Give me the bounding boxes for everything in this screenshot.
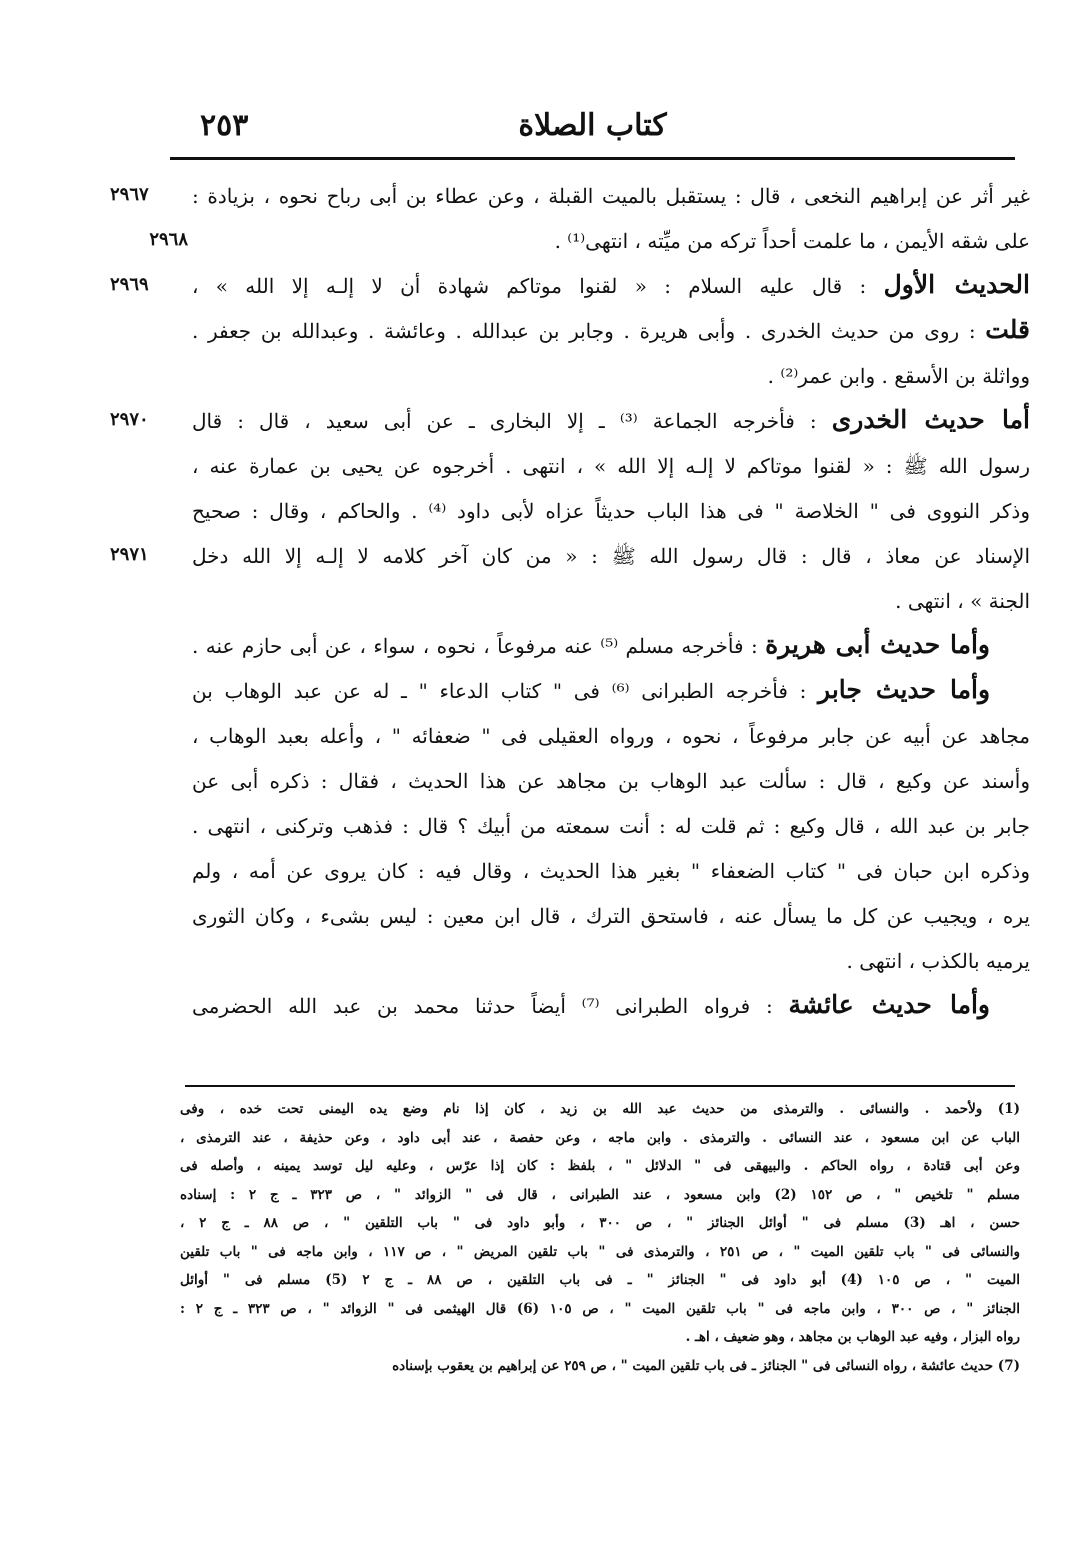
text-line: الإسناد عن معاذ ، قال : قال رسول الله ﷺ : « من كان آخر كلامه لا إلـه إلا الله دخل ٢٩٧١ — [110, 532, 1030, 577]
hadith-number: ٢٩٦٩ — [110, 274, 149, 295]
footnote-line: وعن أبى قتادة ، رواه الحاكم . والبيهقى فى " الدلائل " ، بلفظ : كان إذا عرّس ، وعليه ليل توسد يمينه ، وأصله فى — [180, 1158, 1020, 1174]
footnote-line: (7) حديث عائشة ، رواه النسائى فى " الجنائز ـ فى باب تلقين الميت " ، ص ٢٥٩ عن إبراهيم بن يعقوب بإسناده — [392, 1357, 1020, 1374]
header-rule — [170, 157, 1015, 160]
footnote-line: الميت " ، ص ١٠٥ (4) أبو داود فى " الجنائز " ـ فى باب التلقين ، ص ٨٨ ـ ج ٢ (5) مسلم فى " أوائل — [180, 1272, 1020, 1288]
main-text — [110, 172, 1030, 1027]
hadith-number: ٢٩٦٧ — [110, 184, 149, 205]
footnote-line: رواه البزار ، وفيه عبد الوهاب بن مجاهد ، وهو ضعيف ، اهـ . — [685, 1329, 1020, 1345]
text-line: وذكر النووى فى " الخلاصة " فى هذا الباب حديثاً عزاه لأبى داود ⁽⁴⁾ . والحاكم ، وقال : صحيح — [192, 499, 1030, 523]
footnote-line: الجنائز " ، ص ٣٠٠ ، وابن ماجه فى " باب تلقين الميت " ، ص ١٠٥ (6) قال الهيثمى فى " الزوائد " ، ص ٣٢٣ ـ ج ٢ : — [180, 1300, 1020, 1317]
hadith-number: ٢٩٦٨ — [149, 229, 188, 250]
text-line: أما حديث الخدرى : فأخرجه الجماعة ⁽³⁾ ـ إلا البخارى ـ عن أبى سعيد ، قال : قال ٢٩٧٠ — [110, 397, 1030, 442]
text-line: وذكره ابن حبان فى " كتاب الضعفاء " بغير هذا الحديث ، وقال فيه : كان يروى عن أمه ، ولم — [192, 859, 1030, 883]
text-line: يره ، ويجيب عن كل ما يسأل عنه ، فاستحق الترك ، قال ابن معين : ليس بشىء ، وكان الثورى — [192, 904, 1030, 928]
footnote-line: الباب عن ابن مسعود ، عند النسائى . والترمذى . وابن ماجه ، وعن حفصة ، عند أبى داود ، وعن حذيفة ، عند الترمذى ، — [180, 1129, 1020, 1146]
footnote-rule — [185, 1085, 1015, 1087]
hadith-number: ٢٩٧١ — [110, 544, 149, 565]
text-line: وواثلة بن الأسقع . وابن عمر⁽²⁾ . — [767, 364, 1030, 388]
text-line: وأما حديث جابر : فأخرجه الطبرانى ⁽⁶⁾ فى " كتاب الدعاء " ـ له عن عبد الوهاب بن — [192, 675, 991, 704]
text-line: قلت : روى من حديث الخدرى . وأبى هريرة . وجابر بن عبدالله . وعائشة . وعبدالله بن جعفر . — [192, 315, 1030, 344]
text-line: غير أثر عن إبراهيم النخعى ، قال : يستقبل بالميت القبلة ، وعن عطاء بن أبى رباح نحوه ، بزيادة : ٢٩٦٧ — [110, 172, 1030, 217]
hadith-number: ٢٩٧٠ — [110, 409, 149, 430]
text-line: رسول الله ﷺ : « لقنوا موتاكم لا إلـه إلا الله » ، انتهى . أخرجوه عن يحيى بن عمارة عنه ، — [192, 454, 1030, 478]
text-line: وأما حديث عائشة : فرواه الطبرانى ⁽⁷⁾ أيضاً حدثنا محمد بن عبد الله الحضرمى — [192, 990, 991, 1019]
footnote-line: والنسائى فى " باب تلقين الميت " ، ص ٢٥١ ، والترمذى فى " باب تلقين المريض " ، ص ١١٧ ، وابن ماجه فى " باب تلقين — [180, 1243, 1020, 1260]
book-title: كتاب الصلاة — [518, 108, 667, 143]
footnote-line: (1) ولأحمد . والنسائى . والترمذى من حديث عبد الله بن زيد ، كان إذا نام وضع يده اليمنى تحت خده ، وفى — [180, 1101, 1020, 1117]
text-line: وأما حديث أبى هريرة : فأخرجه مسلم ⁽⁵⁾ عنه مرفوعاً ، نحوه ، سواء ، عن أبى حازم عنه . — [192, 630, 991, 659]
footnotes — [180, 1095, 1020, 1380]
text-line: الجنة » ، انتهى . — [895, 589, 1030, 613]
text-line: جابر بن عبد الله ، قال وكيع : ثم قلت له : أنت سمعته من أبيك ؟ قال : فذهب وتركنى ، انتهى . — [192, 814, 1030, 838]
text-line: على شقه الأيمن ، ما علمت أحداً تركه من ميِّته ، انتهى⁽¹⁾ . ٢٩٦٨ — [110, 217, 1030, 262]
text-line: وأسند عن وكيع ، قال : سألت عبد الوهاب بن مجاهد عن هذا الحديث ، فقال : ذكره أبى عن — [192, 769, 1030, 793]
footnote-line: مسلم " تلخيص " ، ص ١٥٢ (2) وابن مسعود ، عند الطبرانى ، قال فى " الزوائد " ، ص ٣٢٣ ـ ج ٢ : إسناده — [180, 1186, 1020, 1203]
page-number: ٢٥٣ — [200, 108, 249, 143]
page-header — [170, 108, 1015, 156]
text-line: مجاهد عن أبيه عن جابر مرفوعاً ، نحوه ، ورواه العقيلى فى " ضعفائه " ، وأعله بعبد الوهاب ، — [192, 724, 1030, 748]
text-line: يرميه بالكذب ، انتهى . — [846, 949, 1030, 973]
text-line: الحديث الأول : قال عليه السلام : « لقنوا موتاكم شهادة أن لا إلـه إلا الله » ، ٢٩٦٩ — [110, 262, 1030, 307]
footnote-line: حسن ، اهـ (3) مسلم فى " أوائل الجنائز " ، ص ٣٠٠ ، وأبو داود فى " باب التلقين " ، ص ٨٨ ـ ج ٢ ، — [180, 1215, 1020, 1231]
